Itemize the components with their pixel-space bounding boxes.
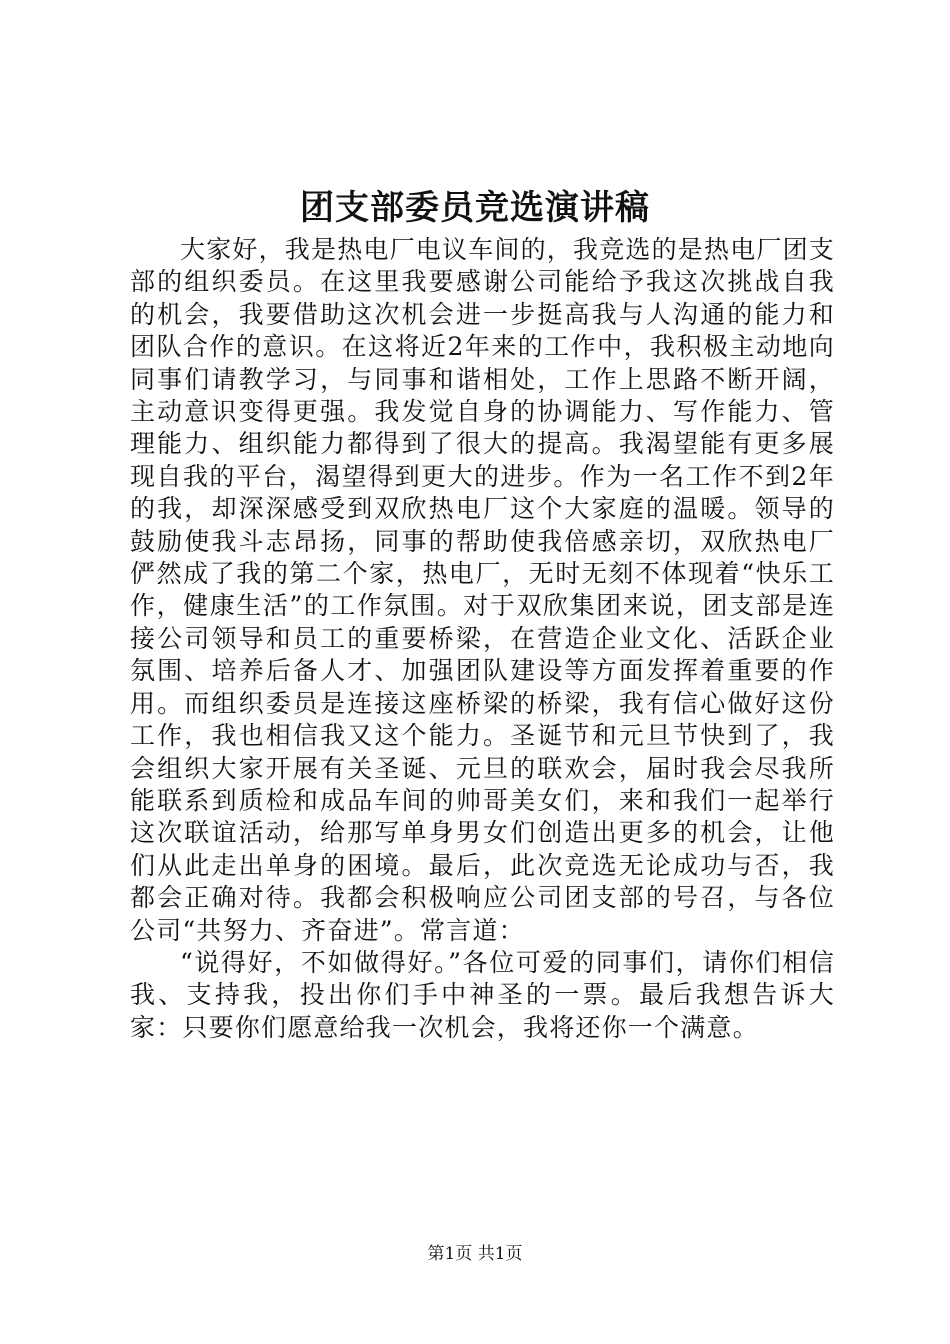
document-body [130,234,835,1044]
page-number-footer: 第1页 共1页 [427,1244,523,1264]
document-title: 团支部委员竞选演讲稿 [300,188,650,228]
body-paragraph-1: 大家好，我是热电厂电议车间的，我竞选的是热电厂团支部的组织委员。在这里我要感谢公司能给予我这次挑战自我的机会，我要借助这次机会进一步挺高我与人沟通的能力和团队合作的意识。在这将近2年来的工作中，我积极主动地向同事们请教学习，与同事和谐相处，工作上思路不断开阔，主动意识变得更强。我发觉自身的协调能力、写作能力、管理能力、组织能力都得到了很大的提高。我渴望能有更多展现自我的平台，渴望得到更大的进步。作为一名工作不到2年的我，却深深感受到双欣热电厂这个大家庭的温暖。领导的鼓励使我斗志昂扬，同事的帮助使我倍感亲切，双欣热电厂俨然成了我的第二个家，热电厂，无时无刻不体现着“快乐工作，健康生活”的工作氛围。对于双欣集团来说，团支部是连接公司领导和员工的重要桥梁，在营造企业文化、活跃企业氛围、培养后备人才、加强团队建设等方面发挥着重要的作用。而组织委员是连接这座桥梁的桥梁，我有信心做好这份工作，我也相信我又这个能力。圣诞节和元旦节快到了，我会组织大家开展有关圣诞、元旦的联欢会，届时我会尽我所能联系到质检和成品车间的帅哥美女们，来和我们一起举行这次联谊活动，给那写单身男女们创造出更多的机会，让他们从此走出单身的困境。最后，此次竞选无论成功与否，我都会正确对待。我都会积极响应公司团支部的号召，与各位公司“共努力、齐奋进”。常言道： [130,235,836,945]
body-paragraph-2: “说得好，不如做得好。”各位可爱的同事们，请你们相信我、支持我，投出你们手中神圣的一票。最后我想告诉大家：只要你们愿意给我一次机会，我将还你一个满意。 [130,947,835,1042]
